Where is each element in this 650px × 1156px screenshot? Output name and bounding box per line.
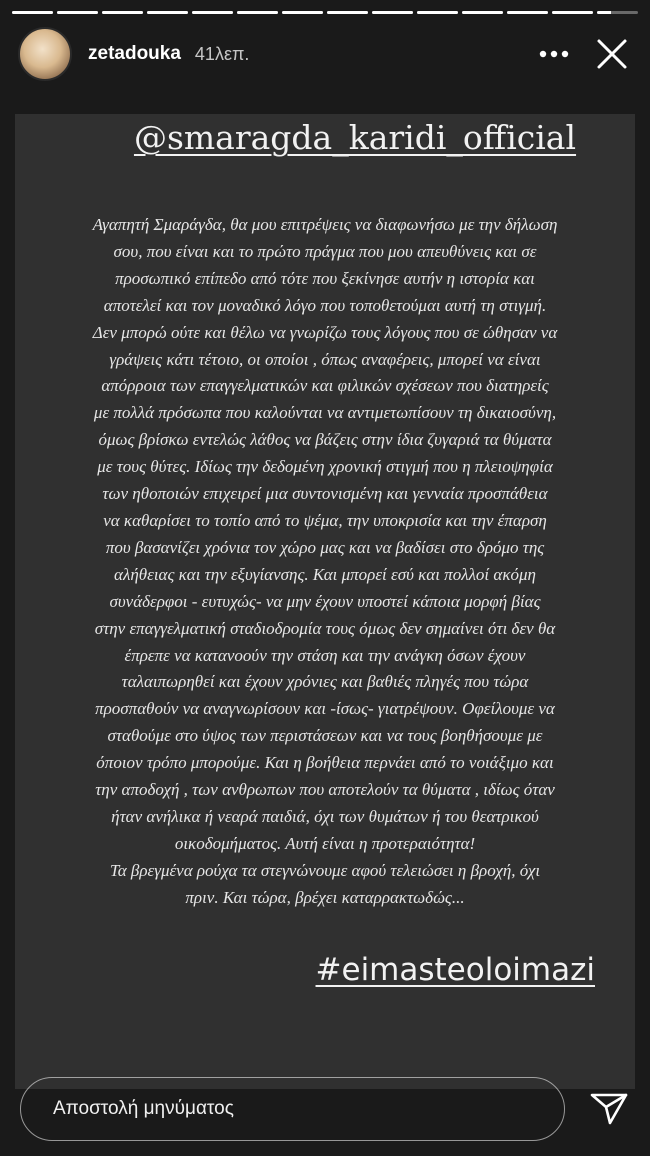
story-footer	[20, 1076, 630, 1142]
statement-line: αποτελεί και τον μοναδικό λόγο που τοποθετούμαι αυτή τη στιγμή.	[103, 295, 547, 315]
progress-segment	[597, 11, 638, 14]
progress-segment	[102, 11, 143, 14]
statement-line: όποιον τρόπο μπορούμε. Και η βοήθεια περνάει από το νοιάξιμο και	[96, 753, 554, 773]
more-dots-icon	[539, 50, 569, 58]
message-input[interactable]	[20, 1077, 565, 1141]
statement-line: με τους θύτες. Ιδίως την δεδομένη χρονική στιγμή που η πλειοψηφία	[97, 457, 553, 477]
progress-segment	[507, 11, 548, 14]
statement-line: σου, που είναι και το πρώτο πράγμα που μου απευθύνεις και σε	[113, 241, 537, 261]
statement-line: αλήθειας και την εξυγίανσης. Και μπορεί εσύ και πολλοί ακόμη	[114, 564, 536, 584]
statement-line: ήταν ανήλικα ή νεαρά παιδιά, όχι των θυμάτων ή του θεατρικού	[111, 806, 539, 826]
progress-segment	[417, 11, 458, 14]
close-icon	[596, 38, 628, 70]
statement-line: Τα βρεγμένα ρούχα τα στεγνώνουμε αφού τελειώσει η βροχή, όχι	[109, 860, 541, 880]
statement-line: των ηθοποιών επιχειρεί μια συντονισμένη και γενναία προσπάθεια	[102, 484, 548, 504]
mention-link[interactable]: @smaragda_karidi_official	[133, 118, 577, 157]
statement-line: που βασανίζει χρόνια τον χώρο μας και να βαδίσει στο δρόμο της	[105, 537, 545, 557]
statement-line: προσωπικό επίπεδο από τότε που ξεκίνησε αυτήν η ιστορία και	[115, 268, 535, 288]
statement-line: με πολλά πρόσωπα που καλούνται να αντιμετωπίσουν τη δικαιοσύνη,	[93, 403, 557, 423]
statement-line: όμως βρίσκω εντελώς λάθος να βάζεις στην ίδια ζυγαριά τα θύματα	[98, 430, 552, 450]
statement-line: απόρροια των επαγγελματικών και φιλικών σχέσεων που διατηρείς	[101, 376, 549, 396]
statement-text	[33, 212, 617, 912]
progress-segment	[57, 11, 98, 14]
statement-line: ταλαιπωρηθεί και έχουν χρόνιες και βαθιές πληγές που τώρα	[121, 672, 529, 692]
progress-segment	[462, 11, 503, 14]
progress-segment	[327, 11, 368, 14]
progress-segment	[372, 11, 413, 14]
statement-line: πριν. Και τώρα, βρέχει καταρρακτωδώς...	[185, 887, 465, 907]
statement-line: συνάδερφοι - ευτυχώς- να μην έχουν υποστεί κάποια μορφή βίας	[109, 591, 541, 611]
progress-segment	[552, 11, 593, 14]
story-progress-bar	[12, 11, 638, 14]
username[interactable]: zetadouka	[88, 43, 181, 64]
statement-line: να καθαρίσει το τοπίο από το ψέμα, την υποκρισία και την έπαρση	[103, 510, 547, 530]
send-button[interactable]	[589, 1089, 629, 1129]
statement-line: την αποδοχή , των ανθρωπων που αποτελούν τα θύματα , ιδίως όταν	[95, 780, 555, 800]
progress-segment	[12, 11, 53, 14]
statement-line: Αγαπητή Σμαράγδα, θα μου επιτρέψεις να διαφωνήσω με την δήλωση	[92, 215, 558, 234]
progress-segment	[237, 11, 278, 14]
more-options-button[interactable]	[534, 34, 574, 74]
statement-line: σταθούμε στο ύψος των περιστάσεων και να τους βοηθήσουμε με	[107, 726, 543, 746]
hashtag-link[interactable]: #eimasteoloimazi	[315, 952, 595, 988]
progress-segment	[147, 11, 188, 14]
statement-line: γράψεις κάτι τέτοιο, οι οποίοι , όπως αναφέρεις, μπορεί να είναι	[109, 349, 541, 369]
statement-line: οικοδομήματος. Αυτή είναι η προτεραιότητα!	[174, 833, 476, 853]
statement-line: Δεν μπορώ ούτε και θέλω να γνωρίζω τους λόγους που σε ώθησαν να	[92, 322, 558, 342]
story-content[interactable]	[15, 114, 635, 1089]
statement-line: προσπαθούν να αναγνωρίσουν και -ίσως- γιατρέψουν. Οφείλουμε να	[95, 699, 555, 719]
statement-line: έπρεπε να κατανοούν την στάση και την ανάγκη όσων έχουν	[124, 645, 526, 665]
story-header	[18, 28, 632, 80]
statement-line: στην επαγγελματική σταδιοδρομία τους όμως δεν σημαίνει ότι δεν θα	[94, 618, 556, 638]
timestamp: 41λεπ.	[194, 43, 250, 64]
progress-segment	[192, 11, 233, 14]
close-button[interactable]	[592, 34, 632, 74]
send-icon	[590, 1092, 628, 1126]
avatar[interactable]	[18, 27, 72, 81]
progress-segment	[282, 11, 323, 14]
